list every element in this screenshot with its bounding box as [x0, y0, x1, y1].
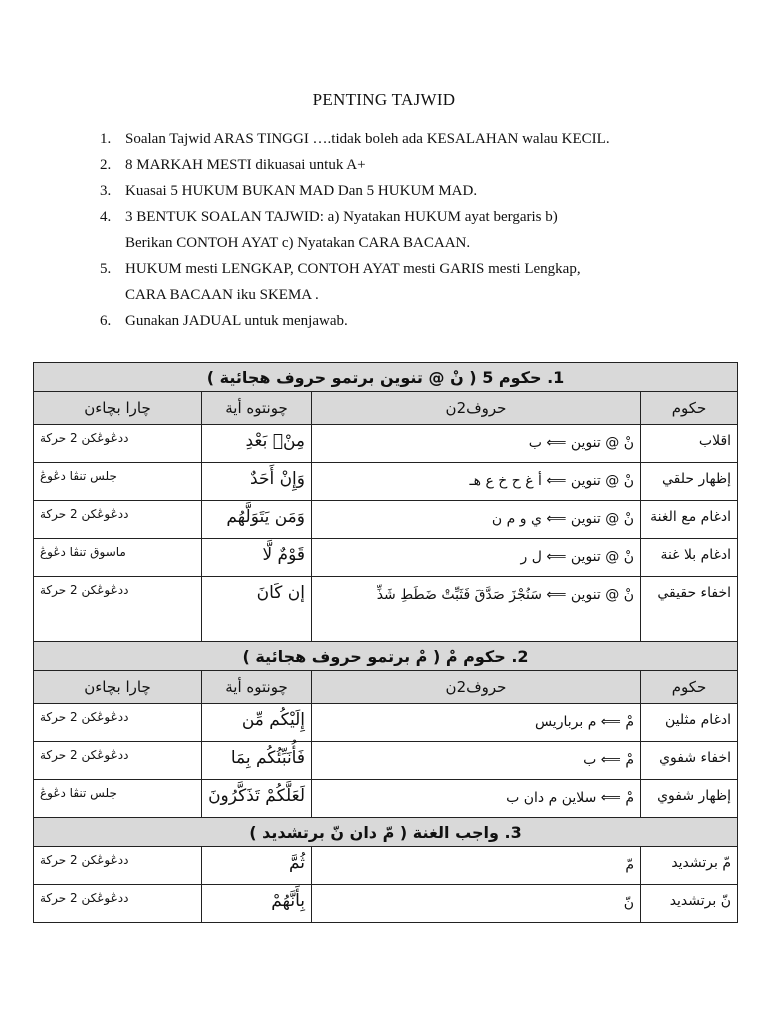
- cell-hukum: ادغام مع الغنة: [641, 501, 738, 539]
- cell-cara-bacaan: جلس تنڤا دڠوڠ: [34, 463, 202, 501]
- column-header-row: [34, 671, 738, 704]
- rule-number: 6.: [100, 313, 112, 329]
- cell-hukum: إظهار حلقي: [641, 463, 738, 501]
- cell-huruf: مْ ⟸ سلاين م دان ب: [312, 780, 641, 818]
- rule-text: 8 MARKAH MESTI dikuasai untuk A+: [125, 157, 366, 173]
- cell-hukum: ادغام بلا غنة: [641, 539, 738, 577]
- table-row: [34, 885, 738, 923]
- cell-huruf: نْ @ تنوين ⟸ ي و م ن: [312, 501, 641, 539]
- cell-cara-bacaan: ددڠوڠکن 2 حرکة: [34, 577, 202, 642]
- table-row: [34, 847, 738, 885]
- cell-huruf: نْ @ تنوين ⟸ ل ر: [312, 539, 641, 577]
- cell-huruf: نّ: [312, 885, 641, 923]
- rule-text: Gunakan JADUAL untuk menjawab.: [125, 313, 348, 329]
- header-huruf: حروف2ن: [312, 392, 641, 425]
- rule-text: Soalan Tajwid ARAS TINGGI ….tidak boleh ada KESALAHAN walau KECIL.: [125, 131, 610, 147]
- rule-text: HUKUM mesti LENGKAP, CONTOH AYAT mesti GARIS mesti Lengkap,: [125, 261, 581, 277]
- rule-item: [100, 256, 740, 308]
- page-title: PENTING TAJWID: [312, 90, 456, 109]
- table-row: [34, 577, 738, 642]
- cell-hukum: مّ برتشديد: [641, 847, 738, 885]
- cell-cara-bacaan: ماسوق تنڤا دڠوڠ: [34, 539, 202, 577]
- rule-item: [100, 152, 740, 178]
- cell-hukum: اخفاء حقيقي: [641, 577, 738, 642]
- rule-text: CARA BACAAN iku SKEMA .: [125, 287, 319, 303]
- header-contoh: چونتوه أية: [202, 392, 312, 425]
- rules-list: [100, 126, 740, 334]
- section-title-row: [34, 363, 738, 392]
- cell-contoh-ayat: بِأَنَّهُمْ: [202, 885, 312, 923]
- table-row: [34, 463, 738, 501]
- section-title: 3. واجب الغنة ( مّ دان نّ برتشديد ): [34, 818, 738, 847]
- rule-item: [100, 126, 740, 152]
- cell-contoh-ayat: ثُمَّ: [202, 847, 312, 885]
- cell-contoh-ayat: إِلَيْكُم مِّن: [202, 704, 312, 742]
- header-cara: چارا بچاءن: [34, 671, 202, 704]
- column-header-row: [34, 392, 738, 425]
- rule-number: 5.: [100, 261, 112, 277]
- cell-huruf: نْ @ تنوين ⟸ أ غ ح خ ع هـ: [312, 463, 641, 501]
- table-row: [34, 704, 738, 742]
- table-row: [34, 539, 738, 577]
- cell-contoh-ayat: مِنْۢ بَعْدِ: [202, 425, 312, 463]
- section-title: 1. حکوم 5 ( نْ @ تنوين برتمو حروف هجائية ): [34, 363, 738, 392]
- cell-contoh-ayat: إن كَانَ: [202, 577, 312, 642]
- cell-contoh-ayat: لَعَلَّكُمْ تَذَكَّرُونَ: [202, 780, 312, 818]
- cell-contoh-ayat: فَأُنَبِّئُكُم بِمَا: [202, 742, 312, 780]
- table-row: [34, 501, 738, 539]
- cell-contoh-ayat: وَمَن يَتَوَلَّهُم: [202, 501, 312, 539]
- cell-huruf: نْ @ تنوين ⟸ ب: [312, 425, 641, 463]
- rule-text: 3 BENTUK SOALAN TAJWID: a) Nyatakan HUKUM ayat bergaris b): [125, 209, 558, 225]
- cell-cara-bacaan: ددڠوڠکن 2 حرکة: [34, 742, 202, 780]
- cell-hukum: ادغام مثلين: [641, 704, 738, 742]
- cell-cara-bacaan: ددڠوڠکن 2 حرکة: [34, 885, 202, 923]
- cell-huruf: مْ ⟸ ب: [312, 742, 641, 780]
- cell-cara-bacaan: ددڠوڠکن 2 حرکة: [34, 501, 202, 539]
- rule-item: [100, 204, 740, 256]
- header-hukum: حکوم: [641, 671, 738, 704]
- rule-item: [100, 178, 740, 204]
- cell-cara-bacaan: جلس تنڤا دڠوڠ: [34, 780, 202, 818]
- section-title-row: [34, 818, 738, 847]
- table-row: [34, 425, 738, 463]
- cell-cara-bacaan: ددڠوڠکن 2 حرکة: [34, 704, 202, 742]
- rule-text: Kuasai 5 HUKUM BUKAN MAD Dan 5 HUKUM MAD.: [125, 183, 478, 199]
- cell-hukum: اخفاء شفوي: [641, 742, 738, 780]
- cell-huruf: نْ @ تنوين ⟸ سَنُجْزَ صَدَّقَ فَثَبِّتْ ضَطَطِ شَذِّ: [312, 577, 641, 642]
- cell-hukum: إظهار شفوي: [641, 780, 738, 818]
- rule-number: 2.: [100, 157, 112, 173]
- cell-contoh-ayat: قَوْمٌ لَّا: [202, 539, 312, 577]
- header-huruf: حروف2ن: [312, 671, 641, 704]
- header-hukum: حکوم: [641, 392, 738, 425]
- tajwid-table: [33, 362, 738, 923]
- cell-contoh-ayat: وَإِنْ أَحَدٌ: [202, 463, 312, 501]
- rule-number: 1.: [100, 131, 112, 147]
- rule-number: 4.: [100, 209, 112, 225]
- header-cara: چارا بچاءن: [34, 392, 202, 425]
- rule-item: [100, 308, 740, 334]
- table-row: [34, 742, 738, 780]
- table-row: [34, 780, 738, 818]
- header-contoh: چونتوه أية: [202, 671, 312, 704]
- rule-number: 3.: [100, 183, 112, 199]
- section-title-row: [34, 642, 738, 671]
- cell-huruf: مّ: [312, 847, 641, 885]
- rule-text: Berikan CONTOH AYAT c) Nyatakan CARA BACAAN.: [125, 235, 471, 251]
- cell-hukum: نّ برتشديد: [641, 885, 738, 923]
- cell-cara-bacaan: ددڠوڠکن 2 حرکة: [34, 847, 202, 885]
- cell-cara-bacaan: ددڠوڠکن 2 حرکة: [34, 425, 202, 463]
- cell-huruf: مْ ⟸ م برباريس: [312, 704, 641, 742]
- section-title: 2. حکوم مْ ( مْ برتمو حروف هجائية ): [34, 642, 738, 671]
- cell-hukum: اقلاب: [641, 425, 738, 463]
